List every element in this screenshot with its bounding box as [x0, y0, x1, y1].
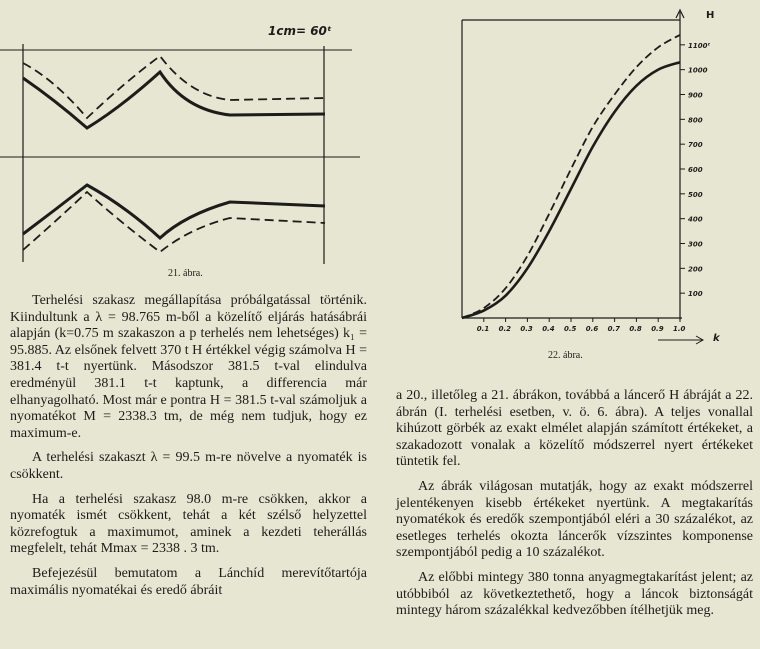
x-tick-label: 0.8 [629, 325, 642, 333]
exact-curve [462, 62, 680, 318]
figure-21-drawing [0, 0, 370, 290]
paragraph: A terhelési szakaszt λ = 99.5 m-re növelve a nyomaték is csökkent. [10, 450, 367, 482]
y-tick-label: 400 [688, 215, 703, 224]
x-tick-label: 0.2 [498, 325, 512, 333]
x-tick-label: 0.4 [542, 325, 555, 333]
y-axis-label: H [706, 10, 715, 21]
y-tick-label: 200 [688, 265, 703, 274]
figure-22 [440, 0, 760, 380]
y-tick-label: 100 [688, 290, 703, 299]
x-axis-label: k [713, 333, 720, 344]
y-tick-label: 500 [688, 190, 703, 199]
paragraph: Az ábrák világosan mutatják, hogy az exakt módszerrel jelentékenyen kisebb értékeket nyertünk. A megtakarítás nyomatékok és eredők szempontjából eléri a 30 százalékot, az esetleges terhelés okozta láncerők vízszintes komponense szempontjából pedig a 10 százalékot. [396, 478, 753, 561]
figure-21-caption: 21. ábra. [168, 268, 203, 279]
left-text-column [10, 293, 367, 599]
figure-22-chart [440, 0, 760, 380]
x-tick-label: 0.3 [520, 325, 533, 333]
y-tick-label: 800 [688, 116, 703, 125]
y-tick-label: 1100ᵗ [688, 41, 711, 50]
y-tick-label: 900 [688, 91, 703, 100]
figure-21 [0, 0, 370, 290]
y-tick-label: 600 [688, 166, 703, 174]
y-tick-label: 700 [688, 141, 703, 150]
paragraph: Ha a terhelési szakasz 98.0 m-re csökken, akkor a nyomaték ismét csökkent, tehát a két szélső helyzettel közrefogtuk a maximumot, aminek a kezdeti teherállás megfelelt, tehát Mmax = 2338 . 3 tm. [10, 491, 367, 557]
y-tick-label: 300 [688, 240, 703, 249]
x-tick-label: 0.5 [564, 325, 577, 333]
x-tick-label: 1.0 [673, 325, 686, 333]
scale-note: 1cm= 60ᵗ [268, 24, 332, 38]
x-tick-label: 0.9 [651, 325, 664, 333]
y-tick-label: 1000 [688, 66, 708, 75]
x-tick-label: 0.1 [476, 325, 490, 333]
right-text-column [396, 388, 753, 620]
x-tick-label: 0.7 [607, 325, 621, 333]
figure-22-caption: 22. ábra. [548, 350, 583, 361]
paragraph: a 20., illetőleg a 21. ábrákon, továbbá a láncerő H ábráját a 22. ábrán (I. terhelési esetben, v. ö. 6. ábra). A teljes vonallal kihúzott görbék az exakt elmélet alapján számított értékeket, a szakadozott vonalak a közelítő módszerrel nyert értékeket tüntetik fel. [396, 388, 753, 470]
paragraph: Az előbbi mintegy 380 tonna anyagmegtakarítást jelent; az utóbbiból az következtethető, hogy a láncok biztonságát mintegy három százalékkal kedvezőbben ítélhetjük meg. [396, 569, 753, 619]
x-tick-label: 0.6 [585, 325, 599, 333]
paragraph: Terhelési szakasz megállapítása próbálgatással történik. Kiindultunk a λ = 98.765 m-ből a közelítő eljárás hatásábrái alapján (k=0.75 m szakaszon a p terhelés nem lehetséges) k₁ = 95.885. Az elsőnek felvett 370 t H értékkel végig számolva H = 381.4 t-t nyertünk. Másodszor 381.5 t-val elindulva eredményül 381.1 t-t kaptunk, a differencia már elhanyagolható. Most már e pontra H = 381.5 t-val számoljuk a nyomatékot M = 2338.3 tm, de még nem tudjuk, hogy ez maximum-e. [10, 293, 367, 441]
paragraph: Befejezésül bemutatom a Lánchíd merevítőtartója maximális nyomatékai és eredő ábráit [10, 565, 367, 598]
